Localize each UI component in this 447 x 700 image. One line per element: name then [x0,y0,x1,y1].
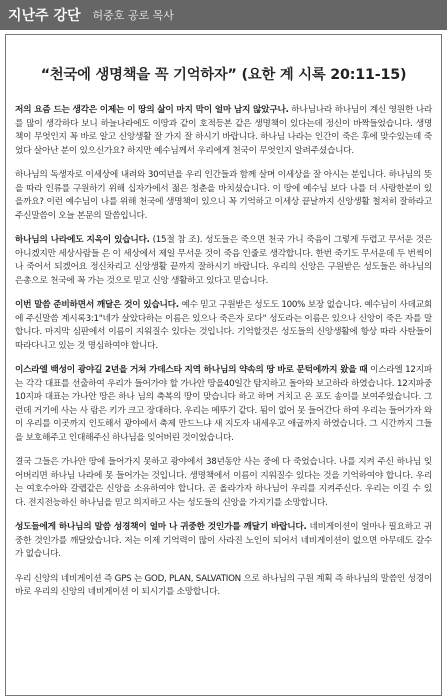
paragraph-body: 이스라엘 12지파는 각각 대표를 선출하여 우리가 들어가야 할 가나안 땅을40일간 탐지하고 돌아와 보고하라 하였습니다. 12지파중 10지파 대표는 가나안 땅은 하나 님의 축복의 땅이 맞습니다 하고 하며 거치고 온 포도 송이를 보여주었습니다. 그런데 거기에 사는 사 람은 키가 크고 장대하다. 우리는 메뚜기 같다. 됨이 없어 못 들어간다 하여 우리는 들어가자 와 이 우리를 이곳까지 인도해서 광야에서 축제 만드느냐 새 지도자 내세우고 애굽까지 하였습니다. 그 시간까지 그들을 보호해주고 인대해주신 하나님을 잊어버린 것이었습니다. [15,365,432,443]
paragraph [6,573,441,600]
sermon-title: “천국에 생명책을 꼭 기억하자” (요한 계 시록 20:11-15) [40,67,407,83]
paragraph-lead: 성도들에게 하나님의 말씀 성경책이 얼마 나 귀중한 것인가를 깨달기 바랍니다. [15,522,307,532]
paragraph [6,299,441,353]
paragraph-lead: 이스라엘 백성이 광야길 2년을 거쳐 가데스타 지역 하나님의 약속의 땅 바로 문턱에까지 왔을 때 [15,365,368,375]
paragraph [6,104,441,158]
paragraph [6,169,441,223]
paragraph-body: 예수 믿고 구원받은 성도도 100% 보장 없습니다. 예수님이 사데교회에 주신말씀 계시록3:1"네가 살았다하는 이름은 있으나 죽은자 로다" 성도라는 이름은 있으나 신앙이 죽은 자를 말합니다. 마지막 심판에서 이름이 지워질수 있다는 것입니다. 기억할것은 성도들의 신앙생활에 항상 따라 사탄들이 따라다니고 있는 것 명심하여야 합니다. [15,300,432,351]
paragraph-body: 우리 신앙의 네비게이션 즉 GPS 는 GOD, PLAN, SALVATION 으로 하나님의 구원 계획 즉 하나님의 말씀인 성경이 바로 우리의 신앙의 네비게이션 이 되시기를 소망합니다. [15,573,432,597]
page-header [0,0,447,30]
paragraph [6,234,441,288]
paragraph-lead: 저의 요즘 드는 생각은 이제는 이 땅의 삶이 마지 막이 얼마 남지 않았구나. [15,105,289,115]
paragraph-lead: 이번 말씀 준비하면서 깨달은 것이 있습니다. [15,300,179,310]
paragraph [6,364,441,445]
paragraph [6,456,441,510]
paragraph-lead: 하나님의 나라에도 지옥이 있습니다. [15,235,150,245]
paragraph-body: (15절 참 조). 성도들은 죽으면 천국 가니 죽음이 그렇게 두렵고 무서운 것은 아니겠지만 세상사람들 은 이 세상에서 제일 무서운 것이 죽음 인줄로 생각합니다. 한번 죽기도 무서운데 두 번씩이나 죽어서 되겠어요 정신차리고 신앙생활 끝까지 잘하시기 바랍니다. 우리의 신앙은 구원받은 성도들은 하나님의 은총으로 천국에 꼭 가는 것으로 믿고 신앙 생활하고 있다고 믿습니다. [15,235,432,286]
author-label: 허중호 공로 목사 [92,9,174,22]
paragraph-body: 네비게이션이 얼마나 필요하고 귀중한 것인가를 깨달았습니다. 저는 이제 기억력이 많이 사라진 노인이 되어서 네비게이션이 없으면 아무데도 갈수가 없습니다. [15,522,432,559]
paragraph-body: 하나님나라 하나님이 계신 영원한 나라를 많이 생각하다 보니 하늘나라에도 이땅과 같이 호적등본 같은 생명책이 있다는데 정신이 바짝들었습니다. 생명책이 무엇인지 꼭 바로 알고 신앙생활 잘 가지 잘 하시기 바랍니다. 하나님 나라는 인간이 죽은 후에 맞수있는데 죽었다 살아난 분이 있으신가요? 하지만 예수님께서 우리에게 천국이 무엇인지 알려주셨습니다. [15,105,432,156]
paragraph-body: 결국 그들은 가나안 땅에 들어가지 못하고 광야에서 38년동안 사는 중에 다 죽었습니다. 나를 지켜 주신 하나님 잊어버리면 하나님 나라에 못 들어가는 것입니다. 생명책에서 이름이 지워질수 있다는 것을 기억하여야 합니다. 우리는 여호수아와 갈렙같은 신앙을 소유하여야 합니다. 곧 올라가자 하나님이 우리를 지켜주신다. 우리는 이길 수 있다. 전지전능하신 하나님을 믿고 의지하고 사는 성도들의 신앙을 가지기를 소망합니다. [15,457,432,508]
section-label: 지난주 강단 [8,8,81,24]
paragraph [6,521,441,562]
paragraph-body: 하나님의 독생자로 이세상에 내려와 30여년을 우리 인간들과 함께 살며 이세상을 잘 아시는 분입니다. 하나님의 뜻을 따라 인류를 구원하기 위해 십자가에서 젊은 청춘을 바치셨습니다. 이 땅에 예수님 보다 나를 더 사랑한분이 있을까요? 이런 예수님이 나를 위해 천국에 생명책이 있으니 꼭 기억하고 이세상 끝날까지 신앙생활 철저히 잘하라고 주신말씀이 오늘 본문의 말씀입니다. [15,170,432,221]
sermon-frame [5,34,442,696]
